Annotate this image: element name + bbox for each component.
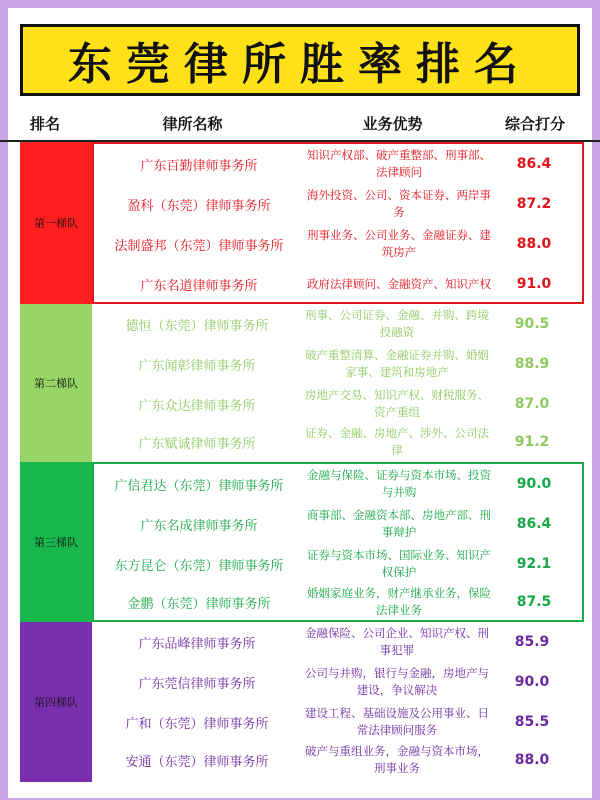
score: 85.9 — [514, 634, 550, 650]
table-header — [0, 106, 600, 142]
firm-name: 德恒（东莞）律师事务所 — [125, 318, 269, 334]
firm-name: 广信君达（东莞）律师事务所 — [114, 478, 284, 494]
business-strength: 婚姻家庭业务，财产继承业务，保险法律业务 — [307, 586, 491, 617]
business-strength: 破产重整清算、金融证券并购、婚姻家事、建筑和房地产 — [305, 348, 489, 379]
business-strength: 建设工程、基础设施及公用事业、日常法律顾问服务 — [305, 706, 489, 737]
tier-box — [92, 622, 584, 782]
score: 86.4 — [516, 516, 552, 532]
tier-box — [92, 142, 584, 304]
firm-name: 广东闻彰律师事务所 — [138, 358, 256, 374]
firm-name: 广东众达律师事务所 — [138, 398, 256, 414]
tier-label: 第四梯队 — [20, 622, 92, 782]
table-row — [92, 384, 584, 424]
table-row — [94, 544, 582, 584]
score: 87.5 — [516, 594, 552, 610]
business-strength: 海外投资、公司、资本证券、两岸事务 — [307, 188, 491, 219]
tier-box — [92, 462, 584, 622]
firm-name: 金鹏（东莞）律师事务所 — [127, 596, 271, 612]
firm-name: 东方昆仑（东莞）律师事务所 — [114, 558, 284, 574]
firm-name: 盈科（东莞）律师事务所 — [127, 198, 271, 214]
business-strength: 证券、金融、房地产、涉外、公司法律 — [305, 426, 489, 457]
score: 85.5 — [514, 714, 550, 730]
score: 92.1 — [516, 556, 552, 572]
score: 88.9 — [514, 356, 550, 372]
firm-name: 广东莞信律师事务所 — [138, 676, 256, 692]
header-firm: 律所名称 — [162, 114, 223, 133]
business-strength: 商事部、金融资本部、房地产部、刑事辩护 — [307, 508, 491, 539]
table-row — [92, 740, 584, 780]
title-banner — [20, 24, 580, 96]
business-strength: 证券与资本市场、国际业务、知识产权保护 — [307, 548, 491, 579]
tier-1 — [20, 142, 592, 304]
firm-name: 广东名道律师事务所 — [140, 278, 258, 294]
firm-name: 安通（东莞）律师事务所 — [125, 754, 269, 770]
table-row — [94, 184, 582, 224]
table-row — [92, 702, 584, 742]
table-row — [92, 344, 584, 384]
tier-box — [92, 304, 584, 462]
table-row — [92, 304, 584, 344]
firm-name: 法制盛邦（东莞）律师事务所 — [114, 238, 284, 254]
firm-name: 广东品峰律师事务所 — [138, 636, 256, 652]
business-strength: 刑事业务、公司业务、金融证券、建筑房产 — [307, 228, 491, 259]
table-row — [92, 422, 584, 462]
score: 88.0 — [516, 236, 552, 252]
score: 87.0 — [514, 396, 550, 412]
business-strength: 金融保险、公司企业、知识产权、刑事犯罪 — [305, 626, 489, 657]
table-row — [94, 224, 582, 264]
business-strength: 房地产交易、知识产权、财税服务、资产重组 — [305, 388, 489, 419]
tier-label: 第三梯队 — [20, 462, 92, 622]
score: 90.5 — [514, 316, 550, 332]
table-row — [94, 464, 582, 504]
score: 86.4 — [516, 156, 552, 172]
score: 90.0 — [514, 674, 550, 690]
table-row — [94, 264, 582, 304]
business-strength: 刑事、公司证券、金融、并购、跨境投融资 — [305, 308, 489, 339]
tier-4 — [20, 622, 592, 782]
score: 88.0 — [514, 752, 550, 768]
tier-label: 第一梯队 — [20, 142, 92, 304]
firm-name: 广东百勤律师事务所 — [140, 158, 258, 174]
table-row — [94, 582, 582, 622]
firm-name: 广东赋诚律师事务所 — [138, 436, 256, 452]
score: 91.0 — [516, 276, 552, 292]
header-score: 综合打分 — [504, 114, 565, 133]
business-strength: 知识产权部、破产重整部、刑事部、法律顾问 — [307, 148, 491, 179]
header-business: 业务优势 — [362, 114, 423, 133]
firm-name: 广东名成律师事务所 — [140, 518, 258, 534]
table-row — [94, 504, 582, 544]
score: 90.0 — [516, 476, 552, 492]
table-row — [92, 622, 584, 662]
tier-2 — [20, 304, 592, 462]
header-rank: 排名 — [29, 114, 60, 133]
business-strength: 金融与保险、证券与资本市场、投资与并购 — [307, 468, 491, 499]
firm-name: 广和（东莞）律师事务所 — [125, 716, 269, 732]
score: 87.2 — [516, 196, 552, 212]
business-strength: 政府法律顾问、金融资产、知识产权 — [307, 276, 491, 291]
table-row — [94, 144, 582, 184]
business-strength: 破产与重组业务，金融与资本市场，刑事业务 — [305, 744, 489, 775]
tier-3 — [20, 462, 592, 622]
tier-label: 第二梯队 — [20, 304, 92, 462]
page-title: 东莞律所胜率排名 — [68, 39, 532, 90]
business-strength: 公司与并购，银行与金融，房地产与建设，争议解决 — [305, 666, 489, 697]
table-row — [92, 662, 584, 702]
score: 91.2 — [514, 434, 550, 450]
